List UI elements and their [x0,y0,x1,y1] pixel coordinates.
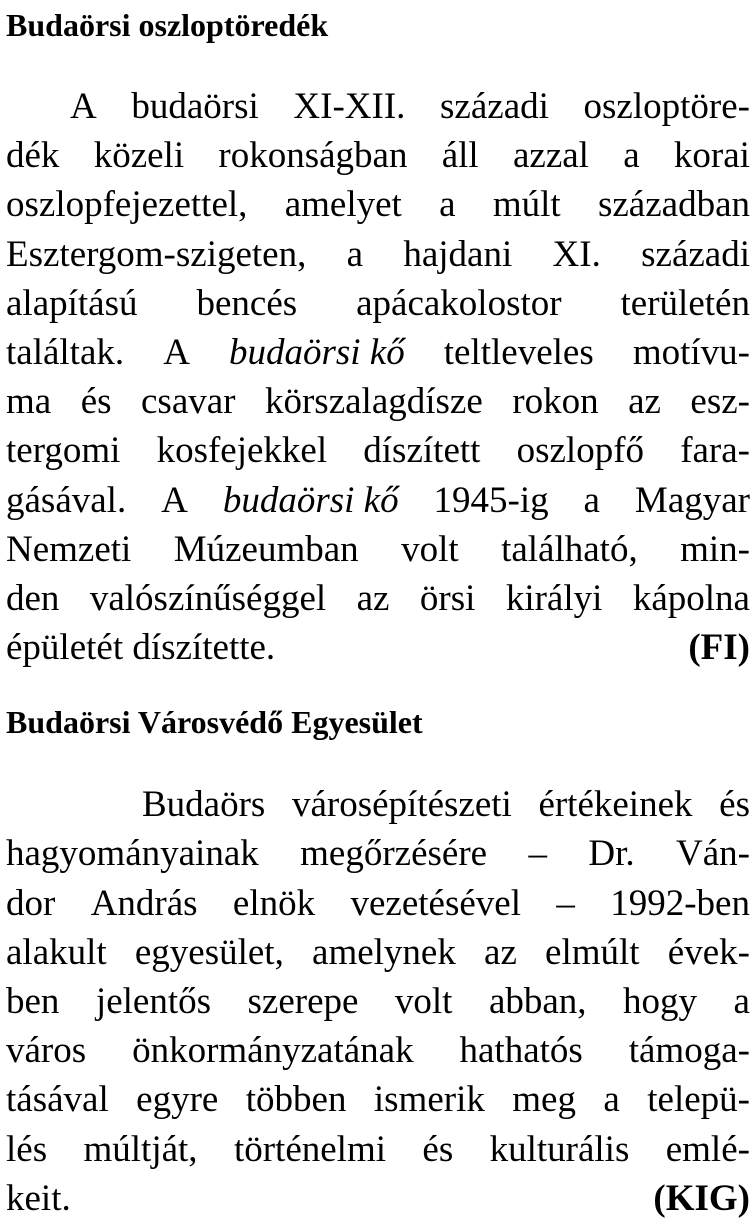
word: ben [6,981,60,1022]
word: kápolna [632,577,750,619]
word: volt [394,981,453,1022]
word: tergomi [6,430,121,472]
word: közeli [93,135,185,177]
text-line [6,829,750,878]
text-line [6,780,750,829]
text-line [6,82,750,131]
word: A [161,479,188,521]
word: elmúlt [545,931,640,973]
word: múltját, [83,1128,198,1170]
word: apácakolostor [356,282,562,324]
word: tásával [6,1079,109,1121]
word: és [719,784,750,826]
word: ismerik [373,1079,485,1121]
word: amelynek [312,931,456,973]
text-line [6,1075,750,1124]
entry-body [6,780,750,1223]
word: a [583,479,600,521]
word: esz- [690,381,750,423]
word: a [623,135,640,177]
word: Esztergom-szigeten, [6,233,307,275]
text-line [6,230,750,279]
text-line [6,1125,750,1174]
word: a [603,1079,620,1121]
word: században [597,184,750,226]
text-line [6,525,750,574]
text-line [6,377,750,426]
text-line [6,131,750,180]
word: 1992-ben [610,882,750,924]
word: bencés [196,282,298,324]
word: dor [6,882,56,924]
word: a [346,233,364,275]
word: szerepe [247,981,359,1022]
word: többen [245,1079,347,1121]
text-line [6,279,750,328]
word: meg [512,1079,576,1121]
author-signature: (FI) [688,627,750,669]
word: múlt [492,184,561,226]
word: a [733,981,750,1022]
word: támoga- [628,1030,750,1072]
word: hagyományainak [6,833,259,875]
word: királyi [505,577,603,619]
word: keit. [6,1177,71,1219]
word: Dr. [588,833,635,875]
word: az [484,931,517,973]
word: A [163,331,190,373]
entry-heading: Budaörsi oszloptöredék [6,7,329,43]
entry-oszloptoredek [6,5,750,672]
word: Budaörs [142,784,266,826]
word: 1945-ig [433,479,549,521]
word: den [6,577,60,619]
word: az [628,381,661,423]
word: önkormányzatának [132,1030,414,1072]
text-line [6,623,750,672]
word: azzal [512,135,589,177]
word: elnök [232,882,316,924]
entry-body [6,82,750,672]
word: találtak. [6,331,125,373]
word: díszített [363,430,481,472]
word: – [556,882,575,924]
text-line [6,1174,750,1223]
word: oszlopfejezettel, [6,184,248,226]
word: a [439,184,456,226]
word: valószínűséggel [89,577,327,619]
word: egyesület, [134,931,284,973]
word: Nemzeti [6,528,132,570]
word: A [70,86,97,127]
author-signature: (KIG) [653,1177,750,1219]
word: város [6,1030,87,1072]
word: rokonságban [218,135,408,177]
word: XI-XII. [293,86,406,127]
word: budaörsi [131,86,259,127]
word: értékeinek [538,784,693,826]
word: dék [6,135,60,177]
word: telepü- [647,1079,750,1121]
word: történelmi [233,1128,387,1170]
text-line [6,426,750,475]
word: örsi [419,577,476,619]
word: áll [441,135,479,177]
word: volt [401,528,459,570]
entry-varosvedo-egyesulet [6,702,750,1223]
word: abban, [488,981,587,1022]
word: emlé- [665,1128,750,1170]
word: jelentős [95,981,212,1022]
word: kulturális [489,1128,630,1170]
word: az [356,577,390,619]
word: hogy [623,981,698,1022]
word: városépítészeti [291,784,512,826]
word: és [422,1128,454,1170]
word: – [528,833,547,875]
text-line [6,574,750,623]
word: amelyet [284,184,402,226]
text-line [6,977,750,1026]
word: rokon [512,381,599,423]
word: XI. [552,233,601,275]
word: épületét díszítette. [6,627,276,669]
word: évek- [667,931,750,973]
word: megőrzésére [300,833,488,875]
word: található, [501,528,638,570]
text-line [6,180,750,229]
word: körszalagdísze [264,381,483,423]
word: teltleveles [443,331,594,373]
word: oszlopfő [516,430,645,472]
text-line [6,476,750,525]
word: budaörsi kő [222,479,399,521]
word: alapítású [6,282,138,324]
word: motívu- [632,331,750,373]
word: lés [6,1128,48,1170]
word: budaörsi kő [228,331,405,373]
word: Múzeumban [173,528,359,570]
word: csavar [141,381,236,423]
word: területén [620,282,750,324]
word: fara- [680,430,750,472]
word: századi [641,233,750,275]
word: és [80,381,112,423]
word: ma [6,381,52,423]
word: oszloptöre- [583,86,750,127]
word: hajdani [403,233,513,275]
text-line [6,328,750,377]
text-line [6,879,750,928]
word: gásával. [6,479,127,521]
word: Magyar [634,479,750,521]
word: min- [680,528,750,570]
word: András [90,882,198,924]
document-page [6,0,750,1223]
word: alakult [6,931,107,973]
word: hathatós [459,1030,583,1072]
word: egyre [136,1079,219,1121]
word: korai [673,135,750,177]
text-line [6,1026,750,1075]
word: Ván- [676,833,750,875]
word: vezetésével [350,882,521,924]
word: kosfejekkel [156,430,328,472]
text-line [6,928,750,977]
entry-heading: Budaörsi Városvédő Egyesület [6,704,423,741]
word: századi [440,86,549,127]
